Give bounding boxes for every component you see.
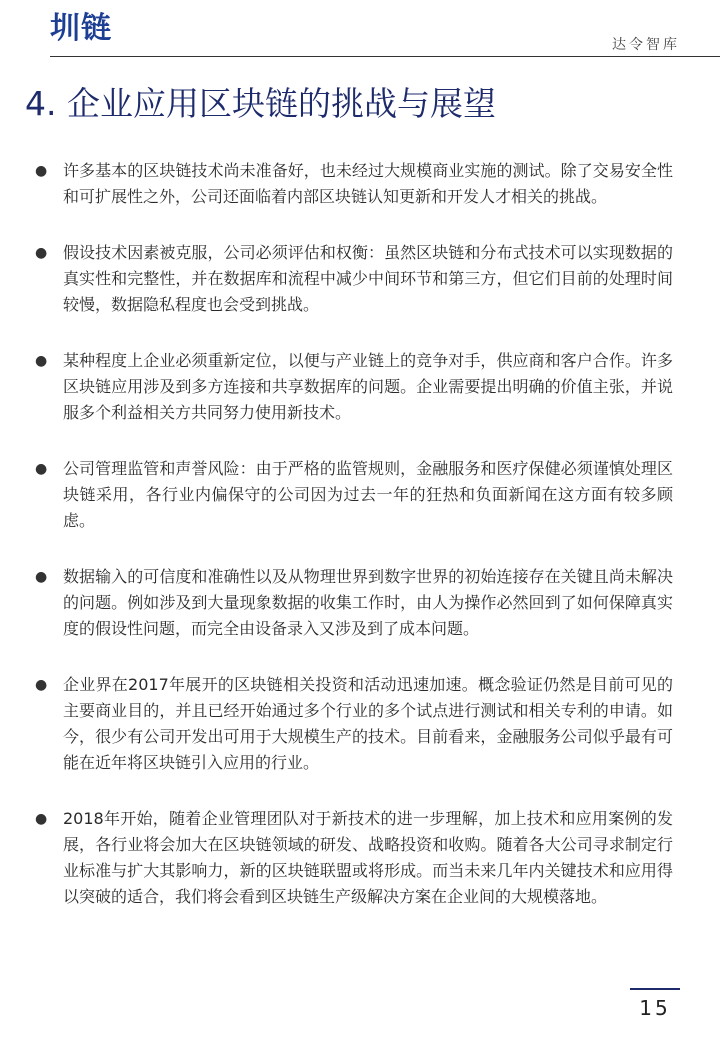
list-item <box>33 158 673 210</box>
page-header <box>0 0 720 60</box>
list-item <box>33 672 673 776</box>
list-item-text: 许多基本的区块链技术尚未准备好，也未经过大规模商业实施的测试。除了交易安全性和可扩展性之外，公司还面临着内部区块链认知更新和开发人才相关的挑战。 <box>63 161 673 206</box>
bullet-dot: ● <box>35 569 48 585</box>
list-item-text: 2018年开始，随着企业管理团队对于新技术的进一步理解，加上技术和应用案例的发展，各行业将会加大在区块链领域的研发、战略投资和收购。随着各大公司寻求制定行业标准与扩大其影响力，新的区块链联盟或将形成。而当未来几年内关键技术和应用得以突破的适合，我们将会看到区块链生产级解决方案在企业间的大规模落地。 <box>63 809 673 906</box>
list-item-text: 企业界在2017年展开的区块链相关投资和活动迅速加速。概念验证仍然是目前可见的主要商业目的，并且已经开始通过多个行业的多个试点进行测试和相关专利的申请。如今，很少有公司开发出可用于大规模生产的技术。目前看来，金融服务公司似乎最有可能在近年将区块链引入应用的行业。 <box>63 675 673 772</box>
list-item <box>33 348 673 426</box>
page-number: 15 <box>639 996 671 1020</box>
list-item-text: 假设技术因素被克服，公司必须评估和权衡：虽然区块链和分布式技术可以实现数据的真实性和完整性，并在数据库和流程中减少中间环节和第三方，但它们目前的处理时间较慢，数据隐私程度也会受到挑战。 <box>63 243 673 314</box>
list-item-text: 某种程度上企业必须重新定位，以便与产业链上的竞争对手，供应商和客户合作。许多区块链应用涉及到多方连接和共享数据库的问题。企业需要提出明确的价值主张，并说服多个利益相关方共同努力使用新技术。 <box>63 351 673 422</box>
bullet-dot: ● <box>35 163 48 179</box>
org-name: 达令智库 <box>612 37 680 53</box>
list-item-text: 数据输入的可信度和准确性以及从物理世界到数字世界的初始连接存在关键且尚未解决的问题。例如涉及到大量现象数据的收集工作时，由人为操作必然回到了如何保障真实度的假设性问题，而完全由设备录入又涉及到了成本问题。 <box>63 567 673 638</box>
list-item-text: 公司管理监管和声誉风险：由于严格的监管规则，金融服务和医疗保健必须谨慎处理区块链采用，各行业内偏保守的公司因为过去一年的狂热和负面新闻在这方面有较多顾虑。 <box>63 459 673 530</box>
bullet-dot: ● <box>35 461 48 477</box>
bullet-list <box>33 158 673 940</box>
bullet-dot: ● <box>35 811 48 827</box>
header-divider <box>50 56 720 57</box>
list-item <box>33 806 673 910</box>
list-item <box>33 456 673 534</box>
bullet-dot: ● <box>35 245 48 261</box>
list-item <box>33 240 673 318</box>
bullet-dot: ● <box>35 353 48 369</box>
brand-logo: 圳链 <box>50 11 112 46</box>
footer-divider <box>630 988 680 990</box>
section-title: 4. 企业应用区块链的挑战与展望 <box>25 84 496 123</box>
bullet-dot: ● <box>35 677 48 693</box>
list-item <box>33 564 673 642</box>
